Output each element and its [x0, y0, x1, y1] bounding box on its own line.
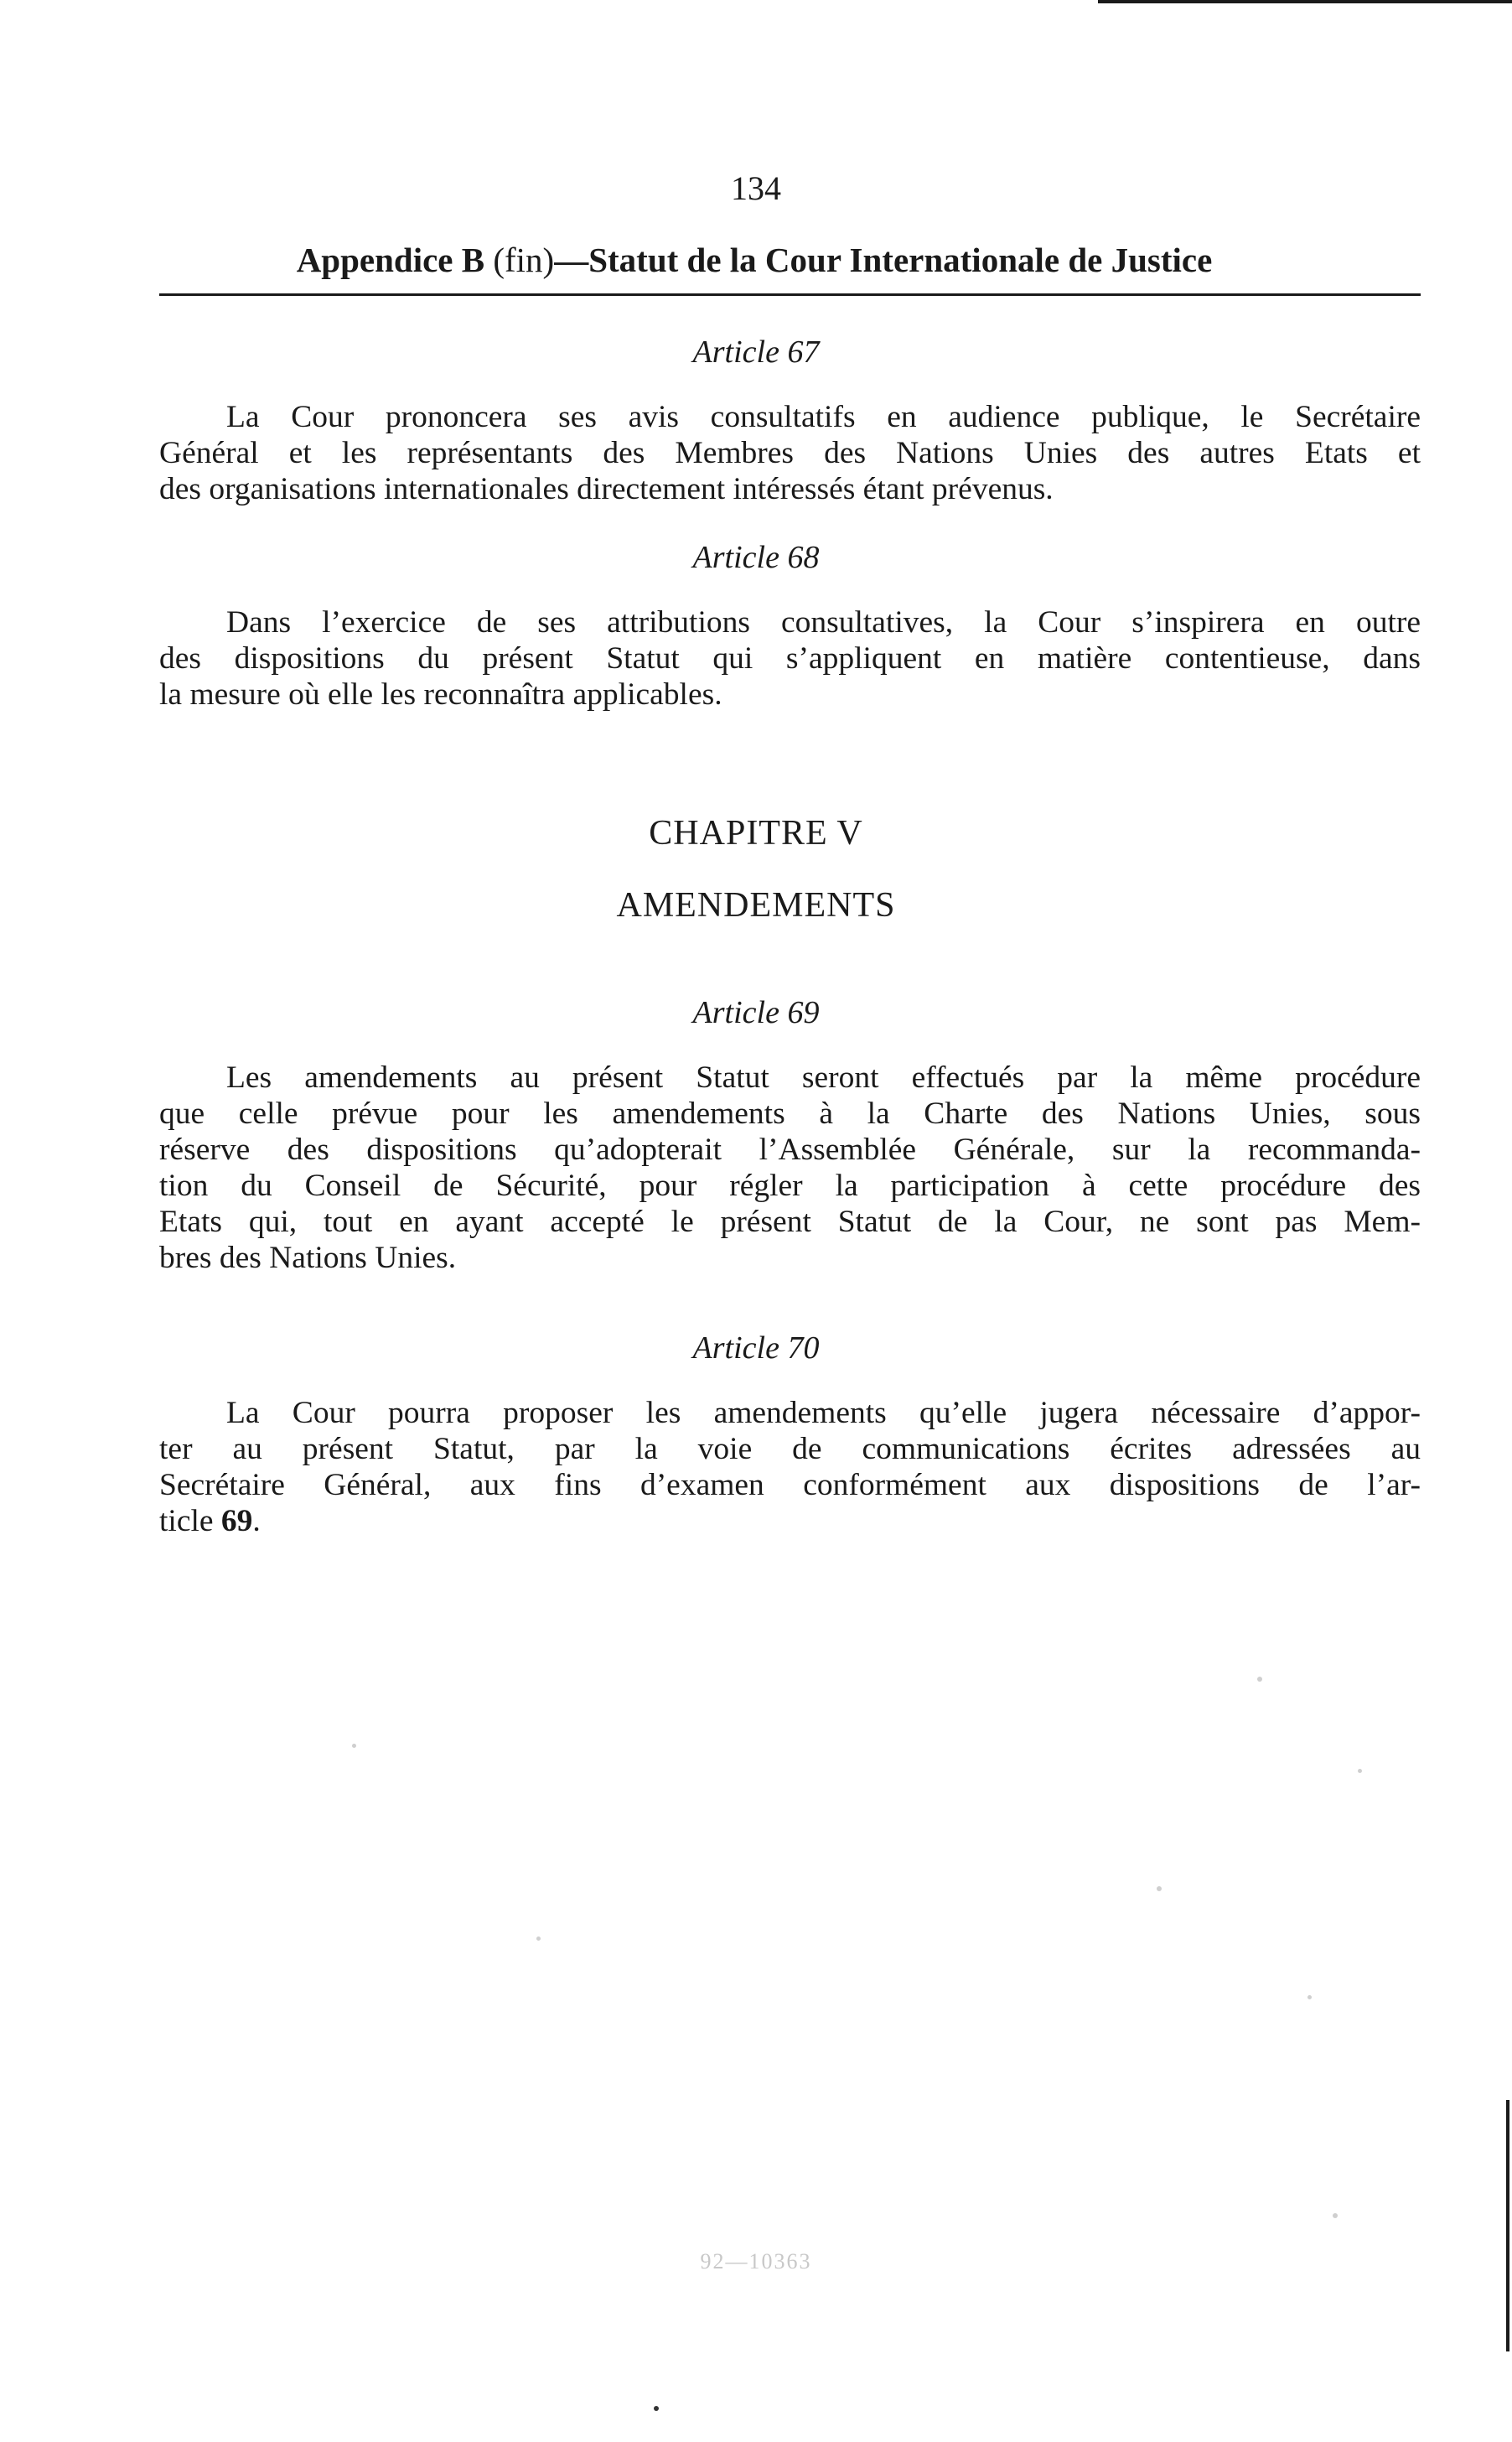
paragraph-line: que celle prévue pour les amendements à la Charte des Nations Unies, sous [159, 1097, 1421, 1131]
paragraph-line: Etats qui, tout en ayant accepté le présent Statut de la Cour, ne sont pas Mem- [159, 1205, 1421, 1239]
scan-speck [1257, 1677, 1262, 1682]
paragraph-line: La Cour pourra proposer les amendements qu’elle jugera nécessaire d’appor- [226, 1396, 1421, 1430]
header-prefix: Appendice B [296, 241, 485, 279]
paragraph-line [159, 1503, 1421, 1539]
article-67-text [159, 399, 1421, 507]
article-reference-suffix: . [252, 1504, 261, 1538]
article-70-text [159, 1395, 1421, 1539]
running-header [159, 241, 1349, 278]
scan-speck [352, 1744, 356, 1748]
paragraph-line: La Cour prononcera ses avis consultatifs en audience publique, le Secrétaire [226, 400, 1421, 434]
article-67-heading: Article 67 [692, 334, 820, 370]
paragraph-line: la mesure où elle les reconnaîtra applicables. [159, 677, 722, 712]
paragraph-line: bres des Nations Unies. [159, 1241, 457, 1275]
chapter-title: AMENDEMENTS [616, 886, 896, 925]
paragraph-line: Secrétaire Général, aux fins d’examen conformément aux dispositions de l’ar- [159, 1468, 1421, 1502]
paragraph-line: Général et les représentants des Membres des Nations Unies des autres Etats et [159, 436, 1421, 470]
article-reference: 69 [220, 1504, 253, 1538]
article-69-heading: Article 69 [692, 995, 820, 1030]
chapter-number: CHAPITRE V [649, 814, 863, 853]
paragraph-line: Les amendements au présent Statut seront effectués par la même procédure [226, 1060, 1421, 1095]
header-rule [159, 293, 1421, 296]
paragraph-line: des organisations internationales directement intéressés étant prévenus. [159, 472, 1054, 506]
paragraph-line: Dans l’exercice de ses attributions consultatives, la Cour s’inspirera en outre [226, 605, 1421, 640]
article-68-text [159, 604, 1421, 713]
scan-speck [1307, 1995, 1312, 1999]
article-70-heading: Article 70 [692, 1330, 820, 1366]
scan-speck [1358, 1769, 1362, 1773]
header-fin: (fin) [493, 241, 555, 279]
paragraph-line-text: ticle [159, 1504, 221, 1538]
article-68-heading: Article 68 [692, 540, 820, 575]
printer-code: 92—10363 [700, 2249, 812, 2273]
scan-top-rule [1098, 0, 1512, 3]
scan-speck [1333, 2213, 1338, 2218]
paragraph-line: réserve des dispositions qu’adopterait l’Assemblée Générale, sur la recommanda- [159, 1133, 1421, 1167]
scan-edge-mark [1506, 2100, 1509, 2351]
article-69-text [159, 1060, 1421, 1276]
page-number: 134 [731, 169, 781, 207]
scan-speck [536, 1936, 541, 1941]
paragraph-line: des dispositions du présent Statut qui s’appliquent en matière contentieuse, dans [159, 641, 1421, 676]
paragraph-line: ter au présent Statut, par la voie de communications écrites adressées au [159, 1432, 1421, 1466]
paragraph-line: tion du Conseil de Sécurité, pour régler la participation à cette procédure des [159, 1169, 1421, 1203]
scan-speck [654, 2406, 659, 2411]
scan-speck [1157, 1886, 1162, 1891]
header-title: —Statut de la Cour Internationale de Justice [554, 241, 1213, 279]
